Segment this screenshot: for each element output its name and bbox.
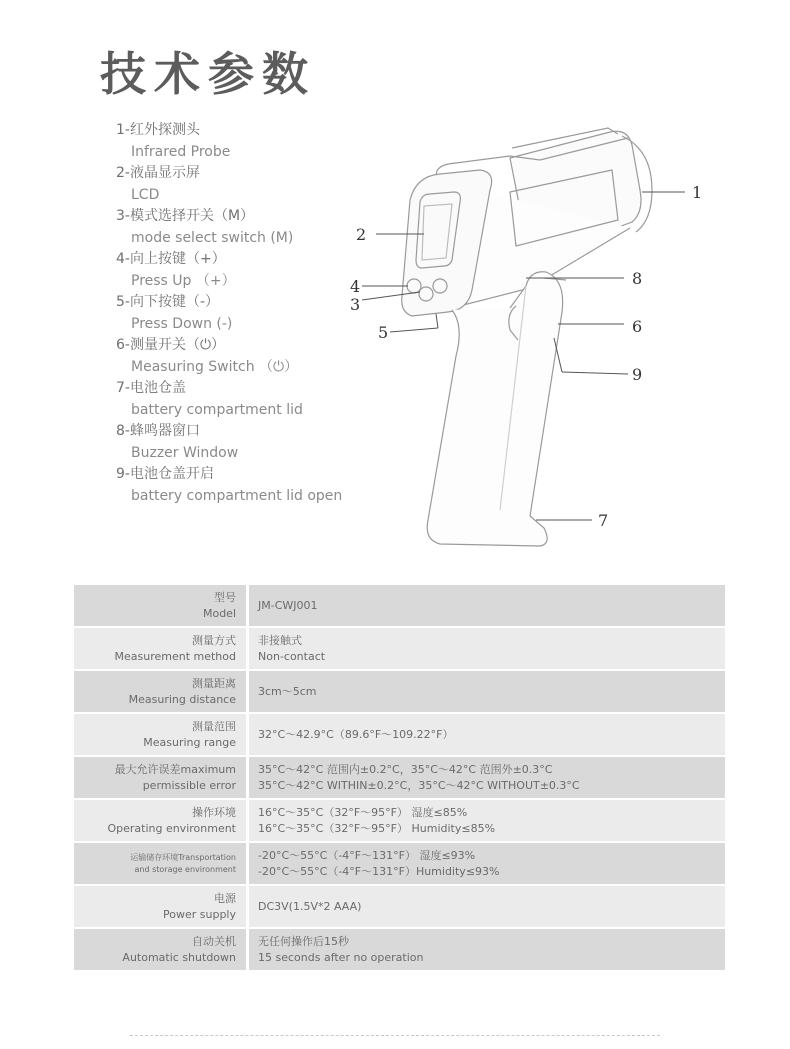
value-line-1: 35°C～42°C 范围内±0.2°C，35°C～42°C 范围外±0.3°C — [258, 762, 553, 776]
label-cn: 型号 — [214, 590, 236, 604]
spec-table — [74, 583, 725, 972]
callout-9: 9 — [632, 365, 643, 384]
callout-1: 1 — [692, 183, 703, 202]
part-item-2 — [116, 163, 342, 206]
parts-list — [116, 120, 342, 507]
part-en: LCD — [131, 186, 160, 203]
table-row — [74, 929, 725, 970]
table-row — [74, 671, 725, 712]
spec-value — [249, 628, 725, 669]
callout-3: 3 — [350, 295, 361, 314]
callout-5: 5 — [378, 323, 389, 342]
label-en: permissible error — [142, 778, 236, 792]
callout-8: 8 — [632, 269, 643, 288]
table-row — [74, 585, 725, 626]
label-cn: 最大允许误差maximum — [114, 762, 236, 776]
spec-value — [249, 929, 725, 970]
page-title: 技术参数 — [100, 47, 316, 101]
label-en: Measuring range — [143, 735, 236, 749]
callout-2: 2 — [356, 225, 367, 244]
value-line-2: -20°C～55°C（-4°F～131°F）Humidity≤93% — [258, 864, 500, 878]
value-line-2: Non-contact — [258, 649, 326, 663]
part-en: Measuring Switch （⏻） — [131, 358, 299, 375]
table-row — [74, 886, 725, 927]
spec-label — [74, 714, 249, 755]
value-line-1: 16°C～35°C（32°F～95°F） 湿度≤85% — [258, 805, 468, 819]
part-item-6 — [116, 335, 342, 378]
label-cn: 自动关机 — [192, 934, 236, 948]
part-item-7 — [116, 378, 342, 421]
table-row — [74, 628, 725, 669]
spec-value — [249, 843, 725, 884]
part-en: Buzzer Window — [131, 444, 239, 461]
label-cn: 测量方式 — [192, 633, 236, 647]
callout-7: 7 — [598, 511, 609, 530]
thermometer-outline — [402, 128, 652, 546]
part-en: Infrared Probe — [131, 143, 231, 160]
part-en: battery compartment lid open — [131, 487, 343, 504]
spec-label — [74, 628, 249, 669]
spec-label — [74, 757, 249, 798]
value-line-2: 16°C～35°C（32°F～95°F） Humidity≤85% — [258, 821, 496, 835]
spec-value — [249, 585, 725, 626]
part-cn: 3-模式选择开关（M） — [116, 208, 255, 224]
value-line-1: 3cm～5cm — [258, 684, 317, 698]
value-line-1: -20°C～55°C（-4°F～131°F） 湿度≤93% — [258, 848, 476, 862]
spec-value — [249, 714, 725, 755]
table-row — [74, 757, 725, 798]
part-en: Press Down (-) — [131, 315, 233, 332]
value-line-2: 15 seconds after no operation — [258, 950, 424, 964]
label-en: Operating environment — [107, 821, 236, 835]
part-cn: 5-向下按键（-） — [116, 294, 220, 310]
label-en: Power supply — [163, 907, 236, 921]
part-item-3 — [116, 206, 342, 249]
label-cn: 运输储存环境Transportation — [130, 852, 236, 862]
part-cn: 7-电池仓盖 — [116, 380, 186, 396]
label-en: Measuring distance — [128, 692, 236, 706]
table-row — [74, 714, 725, 755]
value-line-1: DC3V(1.5V*2 AAA) — [258, 899, 362, 913]
value-line-1: 无任何操作后15秒 — [258, 934, 349, 948]
label-en: and storage environment — [134, 864, 236, 874]
part-item-8 — [116, 421, 342, 464]
table-row — [74, 843, 725, 884]
callout-4: 4 — [350, 277, 361, 296]
spec-label — [74, 585, 249, 626]
part-en: Press Up （+） — [131, 272, 236, 289]
value-line-1: JM-CWJ001 — [258, 598, 318, 612]
part-item-4 — [116, 249, 342, 292]
thermometer-diagram — [340, 120, 720, 560]
value-line-1: 非接触式 — [258, 633, 302, 647]
part-cn: 9-电池仓盖开启 — [116, 466, 214, 482]
label-cn: 电源 — [214, 891, 236, 905]
spec-value — [249, 800, 725, 841]
part-en: mode select switch (M) — [131, 229, 294, 246]
dashed-divider — [130, 1035, 660, 1036]
part-item-5 — [116, 292, 342, 335]
spec-label — [74, 843, 249, 884]
label-en: Model — [202, 606, 236, 620]
spec-value — [249, 671, 725, 712]
spec-label — [74, 800, 249, 841]
part-cn: 6-测量开关（⏻） — [116, 337, 226, 353]
part-cn: 8-蜂鸣器窗口 — [116, 423, 200, 439]
spec-value — [249, 757, 725, 798]
label-en: Measurement method — [114, 649, 236, 663]
table-row — [74, 800, 725, 841]
part-cn: 1-红外探测头 — [116, 122, 200, 138]
part-cn: 4-向上按键（+） — [116, 251, 226, 267]
part-item-1 — [116, 120, 342, 163]
callout-6: 6 — [632, 317, 643, 336]
label-cn: 测量距离 — [192, 676, 236, 690]
value-line-1: 32°C～42.9°C（89.6°F～109.22°F） — [258, 727, 454, 741]
part-en: battery compartment lid — [131, 401, 303, 418]
spec-label — [74, 929, 249, 970]
spec-label — [74, 886, 249, 927]
part-item-9 — [116, 464, 342, 507]
label-cn: 测量范围 — [192, 719, 236, 733]
part-cn: 2-液晶显示屏 — [116, 165, 200, 181]
spec-value — [249, 886, 725, 927]
value-line-2: 35°C～42°C WITHIN±0.2°C，35°C～42°C WITHOUT±0.3°C — [258, 778, 580, 792]
label-cn: 操作环境 — [192, 805, 236, 819]
spec-label — [74, 671, 249, 712]
label-en: Automatic shutdown — [122, 950, 236, 964]
